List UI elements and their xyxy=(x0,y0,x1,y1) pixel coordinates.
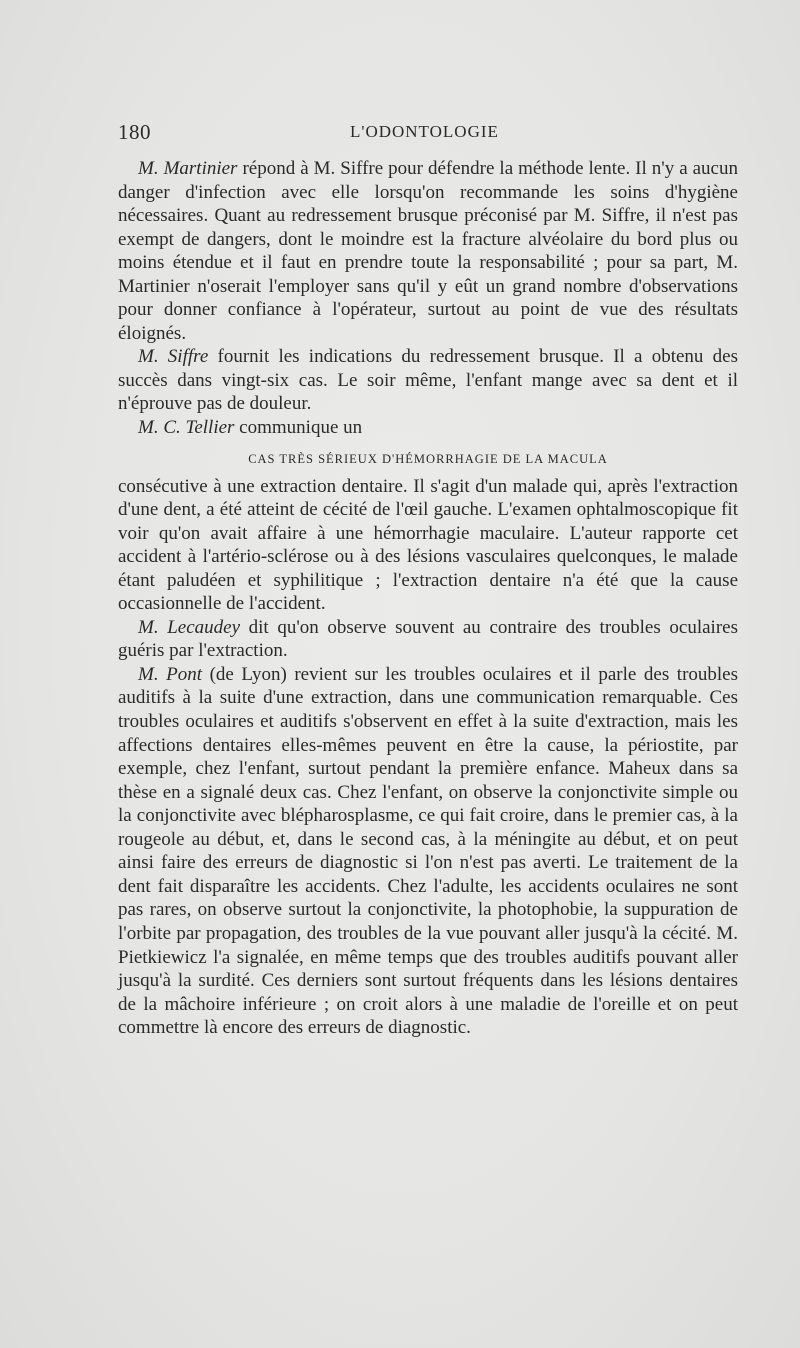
body-text xyxy=(118,157,738,1040)
page-number: 180 xyxy=(118,120,151,144)
paragraph-siffre xyxy=(118,345,738,416)
page-header xyxy=(118,120,738,146)
paragraph-text: communique un xyxy=(234,417,363,439)
speaker-name: M. C. Tellier xyxy=(138,417,235,439)
paragraph-text: fournit les indications du redressement brusque. Il a obtenu des succès dans vingt-six cas. Le soir même, l'enfant mange avec sa dent et il n'éprouve pas de douleur. xyxy=(118,346,738,415)
paragraph-text: dit qu'on observe souvent au contraire des troubles oculaires guéris par l'extraction. xyxy=(118,616,738,662)
paragraph-martinier xyxy=(118,157,738,345)
running-title: L'ODONTOLOGIE xyxy=(350,122,499,141)
paragraph-text: (de Lyon) revient sur les troubles oculaires et il parle des troubles auditifs à la suite d'une extraction, dans une communication remarquable. Ces troubles oculaires et auditifs s'observent en effet à la suite d'extraction, mais les affections dentaires elles-mêmes peuvent en être la cause, la périostite, par exemple, chez l'enfant, surtout pendant la première enfance. Maheux dans sa thèse en a signalé deux cas. Chez l'enfant, on observe la conjonctivite simple ou la conjonctivite avec blépharosplasme, ce qui fait croire, dans le premier cas, à la rougeole au début, et, dans le second cas, à la méningite au début, et on peut ainsi faire des erreurs de diagnostic si l'on n'est pas averti. Le traitement de la dent fait disparaître les accidents. Chez l'adulte, les accidents oculaires ne sont pas rares, on observe surtout la conjonctivite, la photophobie, la suppuration de l'orbite par propagation, des troubles de la vue pouvant aller jusqu'à la cécité. M. Pietkiewicz l'a signalée, en même temps que des troubles auditifs pouvant aller jusqu'à la surdité. Ces derniers sont surtout fréquents dans les lésions dentaires de la mâchoire inférieure ; on croit alors à une maladie de l'oreille et on peut commettre là encore des erreurs de diagnostic. xyxy=(118,663,739,1039)
speaker-name: M. Siffre xyxy=(138,346,209,368)
speaker-name: M. Pont xyxy=(138,663,203,685)
paragraph-text: consécutive à une extraction dentaire. Il s'agit d'un malade qui, après l'extraction d'une dent, a été atteint de cécité de l'œil gauche. L'examen ophtalmoscopique fit voir qu'on avait affaire à une hémorrhagie maculaire. L'auteur rapporte cet accident à l'artério-sclérose ou à des lésions vasculaires quelconques, le malade étant paludéen et syphilitique ; l'extraction dentaire n'a été que la cause occasionnelle de l'accident. xyxy=(118,475,738,615)
section-heading: CAS TRÈS SÉRIEUX D'HÉMORRHAGIE DE LA MACULA xyxy=(248,451,608,466)
paragraph-tellier xyxy=(118,416,738,440)
speaker-name: M. Martinier xyxy=(138,158,238,179)
paragraph-pont xyxy=(118,663,738,1040)
paragraph-lecaudey xyxy=(118,616,738,663)
paragraph-text: répond à M. Siffre pour défendre la méthode lente. Il n'y a aucun danger d'infection avec elle lorsqu'on recommande les soins d'hygiène nécessaires. Quant au redressement brusque préconisé par M. Siffre, il n'est pas exempt de dangers, dont le moindre est la fracture alvéolaire du bord plus ou moins étendue et il faut en prendre toute la responsabilité ; pour sa part, M. Martinier n'oserait l'employer sans qu'il y eût un grand nombre d'observations pour donner confiance à l'opérateur, surtout au point de vue des résultats éloignés. xyxy=(118,158,738,344)
paragraph-continuation xyxy=(118,475,738,616)
speaker-name: M. Lecaudey xyxy=(138,616,241,638)
